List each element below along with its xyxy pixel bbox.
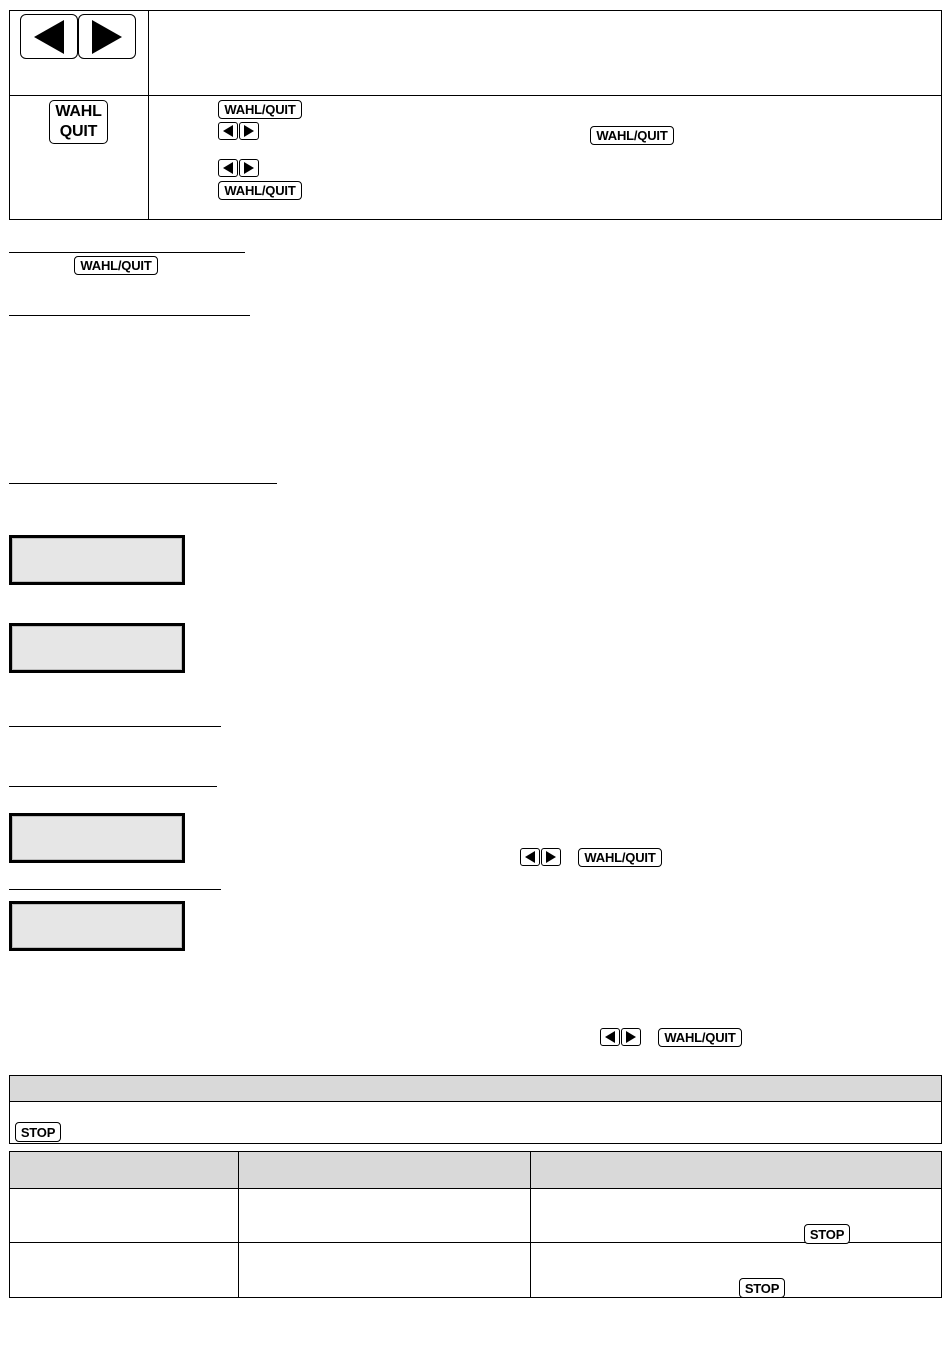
lcd-display <box>9 901 185 951</box>
wahl-quit-key: WAHL/QUIT <box>218 181 302 200</box>
arrow-right-icon <box>244 162 254 174</box>
wahl-quit-key: WAHL/QUIT <box>590 126 674 145</box>
wahl-quit-key: WAHL/QUIT <box>658 1028 742 1047</box>
arrow-left-key-large <box>20 14 78 59</box>
arrow-left-key <box>520 848 540 866</box>
stop-key: STOP <box>739 1278 785 1298</box>
arrow-left-icon <box>223 125 233 137</box>
arrow-left-icon <box>605 1031 615 1043</box>
wahl-quit-key-large <box>49 100 108 144</box>
wahl-quit-key: WAHL/QUIT <box>74 256 158 275</box>
table-column-divider <box>238 1151 239 1298</box>
arrow-left-key <box>600 1028 620 1046</box>
arrow-left-key <box>218 122 238 140</box>
stop-key: STOP <box>15 1122 61 1142</box>
arrow-left-icon <box>34 20 64 54</box>
table-row-divider <box>9 95 942 96</box>
section-heading-underline <box>9 786 217 787</box>
lcd-display <box>9 813 185 863</box>
arrow-left-icon <box>223 162 233 174</box>
arrow-right-key <box>239 159 259 177</box>
arrow-keys-large <box>20 14 137 60</box>
stop-key: STOP <box>804 1224 850 1244</box>
arrow-right-icon <box>92 20 122 54</box>
arrow-right-key-large <box>78 14 136 59</box>
table-row-divider <box>9 1242 942 1243</box>
table-column-divider <box>530 1151 531 1298</box>
lcd-display <box>9 623 185 673</box>
section-heading-underline <box>9 315 250 316</box>
note-box-header <box>9 1075 942 1102</box>
arrow-right-key <box>621 1028 641 1046</box>
table-row-divider <box>9 1188 942 1189</box>
arrow-left-icon <box>525 851 535 863</box>
arrow-right-key <box>541 848 561 866</box>
wahl-quit-key: WAHL/QUIT <box>218 100 302 119</box>
note-box-body <box>9 1101 942 1144</box>
arrow-right-icon <box>546 851 556 863</box>
quit-key-label: QUIT <box>59 123 98 140</box>
section-heading-underline <box>9 889 221 890</box>
arrow-left-key <box>218 159 238 177</box>
arrow-right-key <box>239 122 259 140</box>
arrow-right-icon <box>244 125 254 137</box>
section-heading-underline <box>9 252 245 253</box>
lcd-display <box>9 535 185 585</box>
wahl-quit-key: WAHL/QUIT <box>578 848 662 867</box>
table-column-divider <box>148 10 149 220</box>
wahl-key-label: WAHL <box>55 103 102 120</box>
section-heading-underline <box>9 483 277 484</box>
fault-table <box>9 1151 942 1298</box>
section-heading-underline <box>9 726 221 727</box>
arrow-right-icon <box>626 1031 636 1043</box>
